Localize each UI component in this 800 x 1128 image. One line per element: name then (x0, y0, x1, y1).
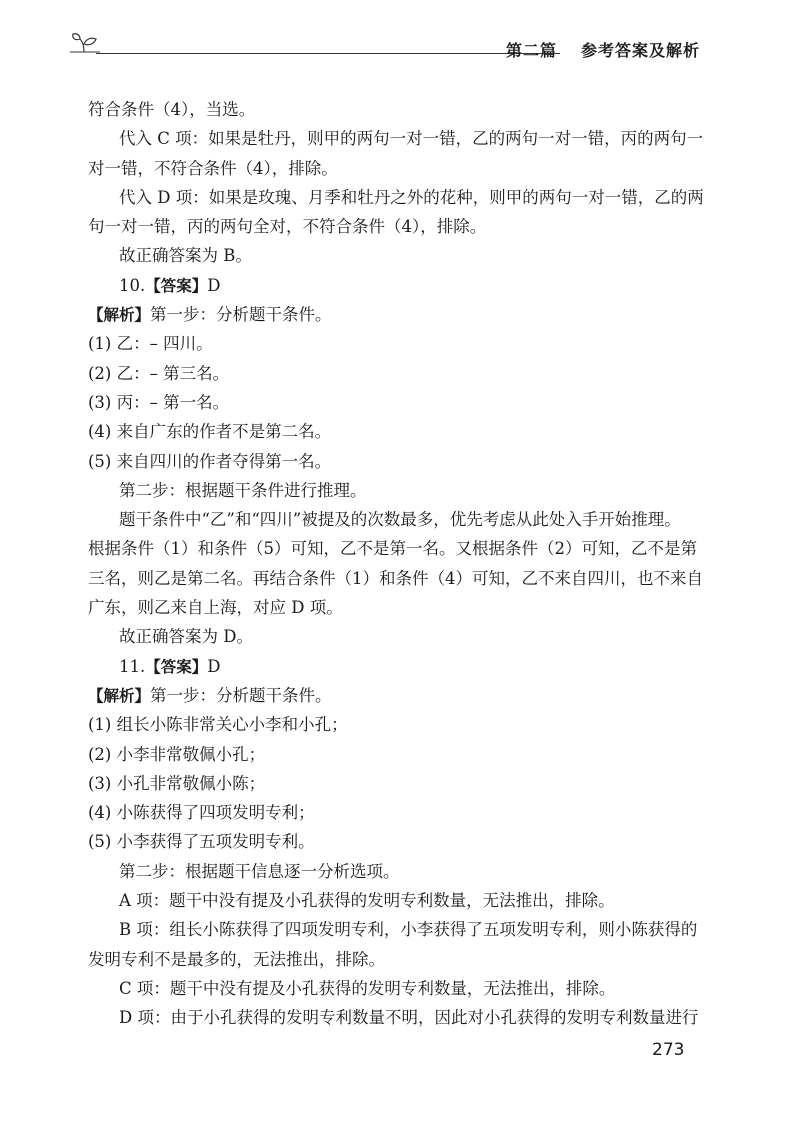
header-section: 参考答案及解析 (580, 41, 700, 60)
option-b-analysis-cont: 发明专利不是最多的，无法推出，排除。 (88, 949, 385, 969)
text-line: 代入 C 项：如果是牡丹，则甲的两句一对一错，乙的两句一对一错，丙的两句一 (119, 129, 704, 149)
text-line: 句一对一错，丙的两句全对，不符合条件（4），排除。 (88, 217, 487, 237)
condition-item: (2) 乙：– 第三名。 (88, 363, 230, 383)
text-line: 题干条件中“乙”和“四川”被提及的次数最多，优先考虑从此处入手开始推理。 (119, 510, 681, 530)
option-a-analysis: A 项：题干中没有提及小孔获得的发明专利数量，无法推出，排除。 (119, 891, 615, 911)
text-line: 故正确答案为 D。 (119, 627, 253, 647)
condition-item: (2) 小李非常敬佩小孔； (88, 744, 266, 764)
condition-item: (4) 来自广东的作者不是第二名。 (88, 422, 332, 442)
page-body (88, 95, 704, 1033)
q10-answer-label: 【答案】 (145, 276, 208, 295)
option-c-analysis: C 项：题干中没有提及小孔获得的发明专利数量，无法推出，排除。 (119, 978, 616, 998)
page-number: 273 (652, 1040, 685, 1060)
q10-analysis-step: 第一步：分析题干条件。 (150, 305, 332, 325)
q10-number: 10. (119, 275, 146, 295)
text-line: 根据条件（1）和条件（5）可知，乙不是第一名。又根据条件（2）可知，乙不是第 (88, 539, 697, 559)
text-line: 符合条件（4），当选。 (88, 100, 256, 119)
condition-item: (4) 小陈获得了四项发明专利； (88, 803, 315, 823)
text-line: 广东，则乙来自上海，对应 D 项。 (88, 598, 343, 618)
condition-item: (1) 组长小陈非常关心小李和小孔； (88, 715, 348, 735)
text-line: 第二步：根据题干条件进行推理。 (119, 480, 367, 500)
condition-item: (5) 来自四川的作者夺得第一名。 (88, 451, 332, 471)
text-line: 对一错，不符合条件（4），排除。 (88, 158, 338, 178)
condition-item: (1) 乙：– 四川。 (88, 334, 213, 354)
text-line: 代入 D 项：如果是玫瑰、月季和牡丹之外的花种，则甲的两句一对一错，乙的两 (119, 187, 704, 207)
text-line: 故正确答案为 B。 (119, 246, 252, 266)
q11-analysis-step: 第一步：分析题干条件。 (150, 685, 332, 705)
q11-answer: D (207, 656, 221, 676)
option-d-analysis: D 项：由于小孔获得的发明专利数量不明，因此对小孔获得的发明专利数量进行 (119, 1008, 699, 1028)
q10-analysis-label: 【解析】 (88, 306, 151, 325)
text-line: 三名，则乙是第二名。再结合条件（1）和条件（4）可知，乙不来自四川，也不来自 (88, 568, 703, 588)
header-title (506, 38, 700, 61)
q11-analysis-label: 【解析】 (88, 686, 151, 705)
condition-item: (5) 小李获得了五项发明专利。 (88, 832, 315, 852)
header-part: 第二篇 (505, 41, 557, 60)
sprout-icon (70, 30, 100, 54)
q11-analysis-line (88, 681, 688, 710)
header-rule (96, 53, 560, 54)
option-b-analysis: B 项：组长小陈获得了四项发明专利，小李获得了五项发明专利，则小陈获得的 (119, 920, 698, 940)
condition-item: (3) 小孔非常敬佩小陈； (88, 773, 266, 793)
q10-answer: D (207, 275, 221, 295)
text-line: 第二步：根据题干信息逐一分析选项。 (119, 861, 400, 881)
q10-analysis-line (88, 300, 688, 329)
page-header (70, 26, 700, 66)
q11-answer-line (88, 652, 688, 681)
condition-item: (3) 丙：– 第一名。 (88, 392, 230, 412)
q11-number: 11. (119, 656, 146, 676)
q10-answer-line (88, 271, 688, 300)
q11-answer-label: 【答案】 (145, 657, 208, 676)
